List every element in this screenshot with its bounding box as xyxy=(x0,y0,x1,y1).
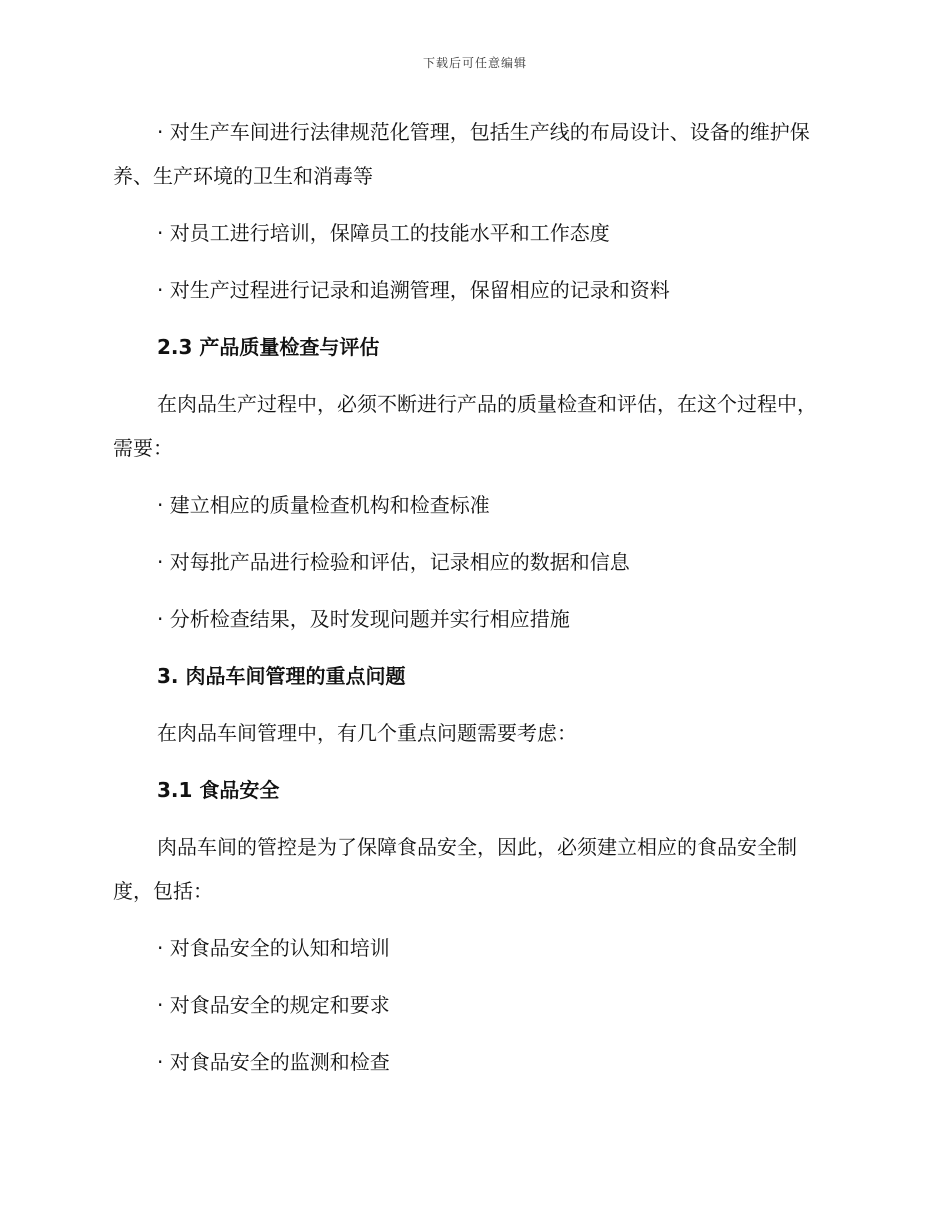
document-body xyxy=(113,110,833,1097)
paragraph: 在肉品生产过程中，必须不断进行产品的质量检查和评估，在这个过程中，需要： xyxy=(113,392,817,460)
bullet-item: · 对生产过程进行记录和追溯管理，保留相应的记录和资料 xyxy=(157,278,670,302)
section-heading: 3.1 食品安全 xyxy=(157,778,280,802)
bullet-item: · 对员工进行培训，保障员工的技能水平和工作态度 xyxy=(157,221,610,245)
bullet-item: · 对食品安全的监测和检查 xyxy=(157,1050,390,1074)
paragraph: 肉品车间的管控是为了保障食品安全，因此，必须建立相应的食品安全制度，包括： xyxy=(113,835,797,903)
bullet-item: · 对生产车间进行法律规范化管理，包括生产线的布局设计、设备的维护保养、生产环境的卫生和消毒等 xyxy=(113,120,810,188)
bullet-item: · 建立相应的质量检查机构和检查标准 xyxy=(157,493,490,517)
section-heading: 2.3 产品质量检查与评估 xyxy=(157,335,380,359)
bullet-item: · 对食品安全的规定和要求 xyxy=(157,993,390,1017)
section-heading: 3. 肉品车间管理的重点问题 xyxy=(157,664,406,688)
bullet-item: · 分析检查结果，及时发现问题并实行相应措施 xyxy=(157,607,570,631)
bullet-item: · 对食品安全的认知和培训 xyxy=(157,936,390,960)
page-header: 下载后可任意编辑 xyxy=(422,56,527,70)
bullet-item: · 对每批产品进行检验和评估，记录相应的数据和信息 xyxy=(157,550,630,574)
paragraph: 在肉品车间管理中，有几个重点问题需要考虑： xyxy=(157,721,577,745)
